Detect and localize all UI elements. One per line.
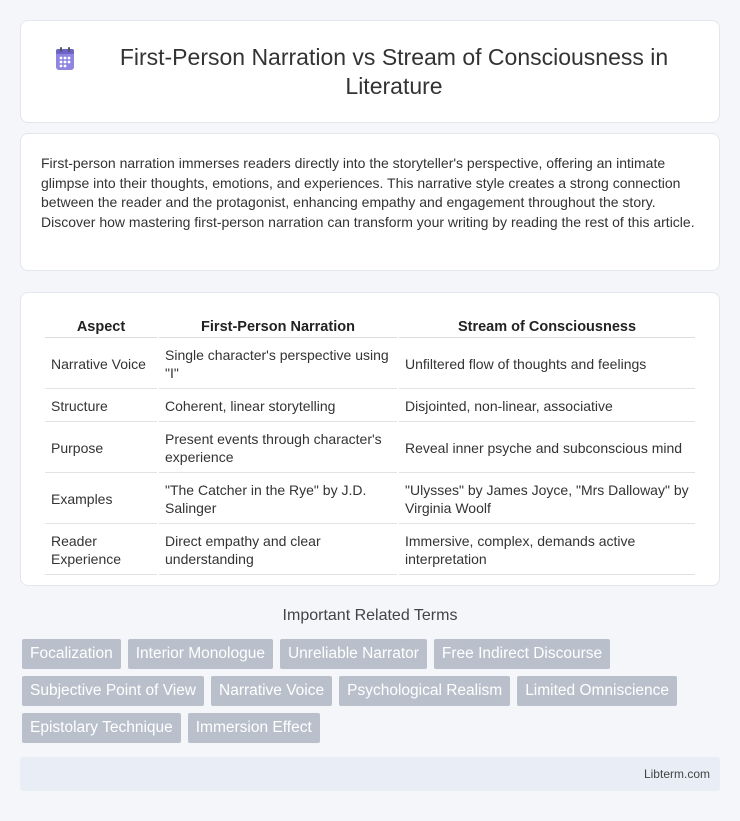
table-cell: "Ulysses" by James Joyce, "Mrs Dalloway" by Virginia Woolf <box>399 475 695 524</box>
table-cell: Single character's perspective using "I" <box>159 340 397 389</box>
column-header-first-person: First-Person Narration <box>159 315 397 338</box>
footer-brand-link[interactable]: Libterm.com <box>643 767 710 781</box>
table-header-row <box>45 315 695 338</box>
column-header-aspect: Aspect <box>45 315 157 338</box>
table-cell: Unfiltered flow of thoughts and feelings <box>399 340 695 389</box>
related-terms-title: Important Related Terms <box>282 607 458 624</box>
related-term-tag[interactable]: Unreliable Narrator <box>280 639 427 669</box>
table-row <box>45 424 695 473</box>
intro-card <box>20 133 720 271</box>
page-title: First-Person Narration vs Stream of Consciousness in Literature <box>119 43 669 99</box>
table-cell: Structure <box>45 391 157 422</box>
table-row <box>45 340 695 389</box>
document-grid-icon <box>51 45 79 73</box>
related-term-tag[interactable]: Epistolary Technique <box>22 713 181 743</box>
table-cell: Reveal inner psyche and subconscious mind <box>399 424 695 473</box>
table-cell: Disjointed, non-linear, associative <box>399 391 695 422</box>
table-row <box>45 391 695 422</box>
footer <box>20 757 720 791</box>
comparison-card <box>20 292 720 586</box>
column-header-stream: Stream of Consciousness <box>399 315 695 338</box>
table-cell: Immersive, complex, demands active interpretation <box>399 526 695 575</box>
intro-paragraph: First-person narration immerses readers directly into the storyteller's perspective, offering an intimate glimpse into their thoughts, emotions, and experiences. This narrative style creates a strong connection between the reader and the protagonist, enhancing empathy and engagement throughout the story. Discover how mastering first-person narration can transform your writing by reading the rest of this article. <box>41 155 695 230</box>
related-terms-list <box>22 639 722 743</box>
table-row <box>45 526 695 575</box>
related-term-tag[interactable]: Focalization <box>22 639 121 669</box>
table-row <box>45 475 695 524</box>
related-term-tag[interactable]: Limited Omniscience <box>517 676 677 706</box>
related-term-tag[interactable]: Immersion Effect <box>188 713 320 743</box>
table-cell: Narrative Voice <box>45 340 157 389</box>
table-cell: Direct empathy and clear understanding <box>159 526 397 575</box>
table-cell: Present events through character's experience <box>159 424 397 473</box>
header-card <box>20 20 720 123</box>
comparison-table <box>43 313 697 577</box>
related-term-tag[interactable]: Subjective Point of View <box>22 676 204 706</box>
related-term-tag[interactable]: Narrative Voice <box>211 676 332 706</box>
table-cell: Coherent, linear storytelling <box>159 391 397 422</box>
table-cell: "The Catcher in the Rye" by J.D. Salinger <box>159 475 397 524</box>
related-term-tag[interactable]: Psychological Realism <box>339 676 510 706</box>
table-cell: Reader Experience <box>45 526 157 575</box>
related-term-tag[interactable]: Interior Monologue <box>128 639 273 669</box>
table-cell: Purpose <box>45 424 157 473</box>
related-term-tag[interactable]: Free Indirect Discourse <box>434 639 610 669</box>
table-cell: Examples <box>45 475 157 524</box>
